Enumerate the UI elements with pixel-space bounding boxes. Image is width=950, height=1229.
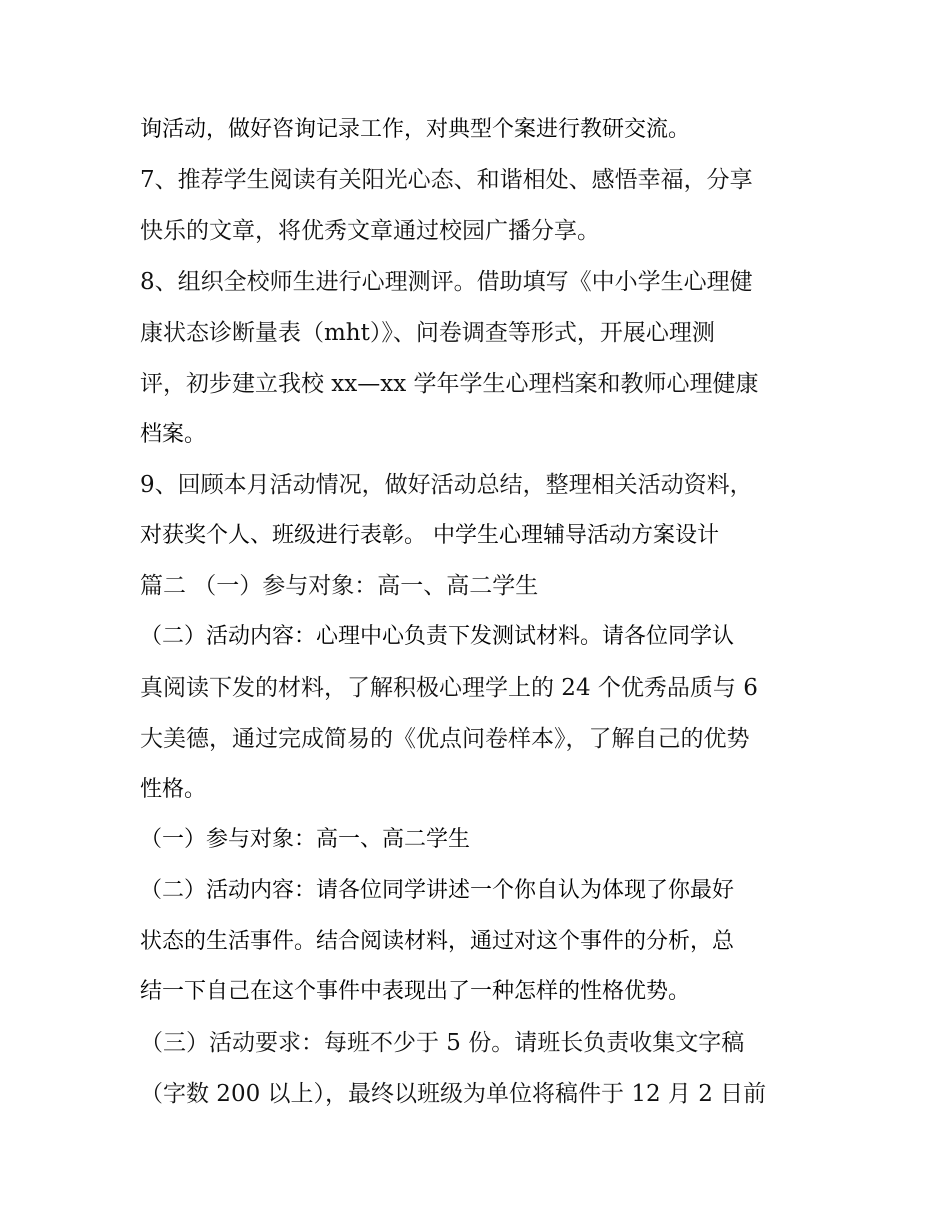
text-line-10: 篇二 （一）参与对象：高一、高二学生 [140, 573, 539, 599]
text-line-15: （一）参与对象：高一、高二学生 [140, 827, 471, 852]
text-line-8: 9、回顾本月活动情况，做好活动总结，整理相关活动资料， [140, 472, 753, 498]
text-line-20: （字数 200 以上），最终以班级为单位将稿件于 12 月 2 日前 [140, 1081, 767, 1107]
text-line-19: （三）活动要求：每班不少于 5 份。请班长负责收集文字稿 [140, 1030, 745, 1056]
text-line-3: 快乐的文章，将优秀文章通过校园广播分享。 [140, 218, 600, 244]
text-line-12: 真阅读下发的材料，了解积极心理学上的 24 个优秀品质与 6 [140, 675, 758, 701]
text-line-17: 状态的生活事件。结合阅读材料，通过对这个事件的分析，总 [140, 929, 735, 954]
text-line-18: 结一下自己在这个事件中表现出了一种怎样的性格优势。 [140, 979, 691, 1004]
text-line-9: 对获奖个人、班级进行表彰。 中学生心理辅导活动方案设计 [140, 523, 719, 548]
text-line-11: （二）活动内容：心理中心负责下发测试材料。请各位同学认 [140, 624, 735, 649]
text-line-2: 7、推荐学生阅读有关阳光心态、和谐相处、感悟幸福，分享 [140, 167, 753, 193]
text-line-5: 康状态诊断量表（mht）》、问卷调查等形式，开展心理测 [140, 320, 715, 346]
text-line-13: 大美德，通过完成简易的《优点问卷样本》，了解自己的优势 [140, 726, 750, 752]
text-line-7: 档案。 [140, 422, 207, 447]
text-line-1: 询活动，做好咨询记录工作，对典型个案进行教研交流。 [140, 117, 691, 142]
text-line-14: 性格。 [140, 777, 207, 802]
text-line-4: 8、组织全校师生进行心理测评。借助填写《中小学生心理健 [140, 269, 753, 295]
text-line-16: （二）活动内容：请各位同学讲述一个你自认为体现了你最好 [140, 878, 735, 903]
text-line-6: 评，初步建立我校 xx—xx 学年学生心理档案和教师心理健康 [140, 371, 759, 397]
